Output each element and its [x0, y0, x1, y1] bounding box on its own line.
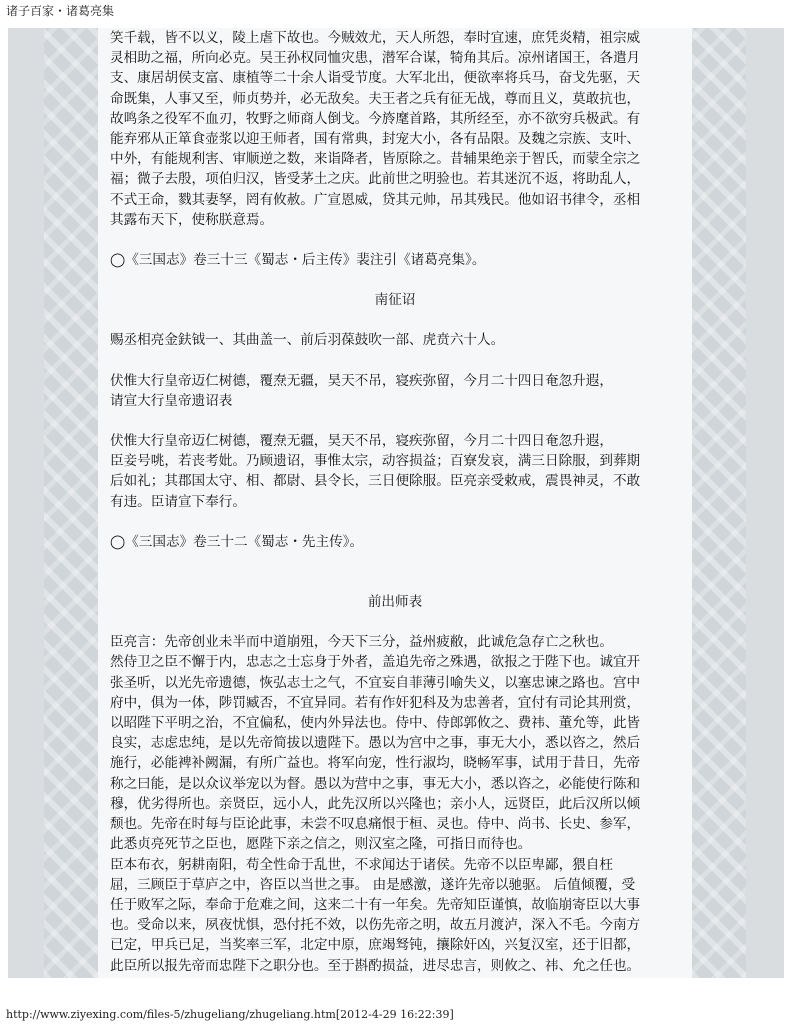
source-note-2: ◯《三国志》卷三十二《蜀志・先主传》。 — [110, 533, 364, 550]
page-footer-url: http://www.ziyexing.com/files-5/zhugeliang/zhugeliang.htm[2012-4-29 16:22:39] — [6, 1008, 454, 1021]
section-title-chushibiao: 前出师表 — [367, 594, 423, 611]
nanzhengzhao-paragraph-3: 伏惟大行皇帝迈仁树德，覆焘无疆，昊天不吊，寝疾弥留，今月二十四日奄忽升遐， 臣妾号咷，若丧考妣。乃顾遗诏，事惟太宗，动容损益；百寮发哀，满三日除服，到葬期 后如礼；其郡国太守、相、都尉、县令长，三日便除服。臣亮亲受敕戒，震畏神灵，不敢 有违。臣请宣下奉行。 — [110, 433, 641, 510]
document-panel[interactable] — [98, 28, 692, 978]
edict-text: 笑千载，皆不以义，陵上虐下故也。今贼效尤，天人所怨，奉时宜速，庶凭炎精，祖宗威 灵相助之福，所向必克。吴王孙权同恤灾患，潜军合谋，犄角其后。凉州诸国王，各遣月 支、康居胡侯支富、康植等二十余人诣受节度。大军北出，便欲率将兵马，奋戈先驱，天 命既集，人事又至，师贞势并，必无敌矣。夫王者之兵有征无战，尊而且义，莫敢抗也， 故鸣条之役军不血刃，牧野之师商人倒戈。今旍麾首路，其所经至，亦不欲穷兵极武。有 能弃邪从正箪食壶浆以迎王师者，国有常典，封宠大小，各有品限。及魏之宗族、支叶、 中外，有能规利害、审顺逆之数，来诣降者，皆原除之。昔辅果绝亲于智氏，而蒙全宗之 福；微子去殷，项伯归汉，皆受茅土之庆。此前世之明验也。若其迷沉不返，将助乱人， 不式王命，戮其妻孥，罔有攸赦。广宣恩威，贷其元帅，吊其残民。他如诏书律令，丞相 其露布天下，使称朕意焉。 — [110, 30, 641, 228]
left-decorative-border — [44, 28, 98, 978]
page-header-title: 诸子百家・诸葛亮集 — [6, 4, 115, 18]
right-decorative-border — [692, 28, 746, 978]
nanzhengzhao-paragraph-2: 伏惟大行皇帝迈仁树德，覆焘无疆，昊天不吊，寝疾弥留，今月二十四日奄忽升遐， 请宣大行皇帝遗诏表 — [110, 372, 613, 409]
chushibiao-text: 臣亮言：先帝创业未半而中道崩殂，今天下三分，益州疲敝，此诚危急存亡之秋也。 然侍卫之臣不懈于内，忠志之士忘身于外者，盖追先帝之殊遇，欲报之于陛下也。诚宜开 张圣听，以光先帝遗德，恢弘志士之气，不宜妄自菲薄引喻失义，以塞忠谏之路也。宫中 府中，俱为一体，陟罚臧否，不宜异同。若有作奸犯科及为忠善者，宜付有司论其刑赏， 以昭陛下平明之治，不宜偏私，使内外异法也。侍中、侍郎郭攸之、费祎、董允等，此皆 良实，志虑忠纯，是以先帝简拔以遗陛下。愚以为宫中之事，事无大小，悉以咨之，然后 施行，必能裨补阙漏，有所广益也。将军向宠，性行淑均，晓畅军事，试用于昔日，先帝 称之曰能，是以众议举宠以为督。愚以为营中之事，事无大小，悉以咨之，必能使行陈和 穆，优劣得所也。亲贤臣，远小人，此先汉所以兴隆也；亲小人，远贤臣，此后汉所以倾 颓也。先帝在时每与臣论此事，未尝不叹息痛恨于桓、灵也。侍中、尚书、长史、参军， 此悉贞亮死节之臣也，愿陛下亲之信之，则汉室之隆，可指日而待也。 臣本布衣，躬耕南阳，苟全性命于乱世，不求闻达于诸侯。先帝不以臣卑鄙，猥自枉 屈，三顾臣于草庐之中，咨臣以当世之事。 由是感激，遂许先帝以驰驱。 后值倾覆，受 任于败军之际，奉命于危难之间，这来二十有一年矣。先帝知臣谨慎，故临崩寄臣以大事 也。受命以来，夙夜忧惧，恐付托不效，以伤先帝之明，故五月渡泸，深入不毛。今南方 已定，甲兵已足，当奖率三军，北定中原，庶竭驽钝，攘除奸凶，兴复汉室，还于旧都， 此臣所以报先帝而忠陛下之职分也。至于斟酌损益，进尽忠言，则攸之、祎、允之任也。 — [110, 634, 641, 974]
section-title-nanzhengzhao: 南征诏 — [374, 292, 416, 309]
source-note-1: ◯《三国志》卷三十三《蜀志・后主传》裴注引《诸葛亮集》。 — [110, 252, 486, 269]
document-content — [110, 28, 680, 978]
nanzhengzhao-paragraph-1: 赐丞相亮金鈇钺一、其曲盖一、前后羽葆鼓吹一部、虎贲六十人。 — [110, 332, 505, 349]
